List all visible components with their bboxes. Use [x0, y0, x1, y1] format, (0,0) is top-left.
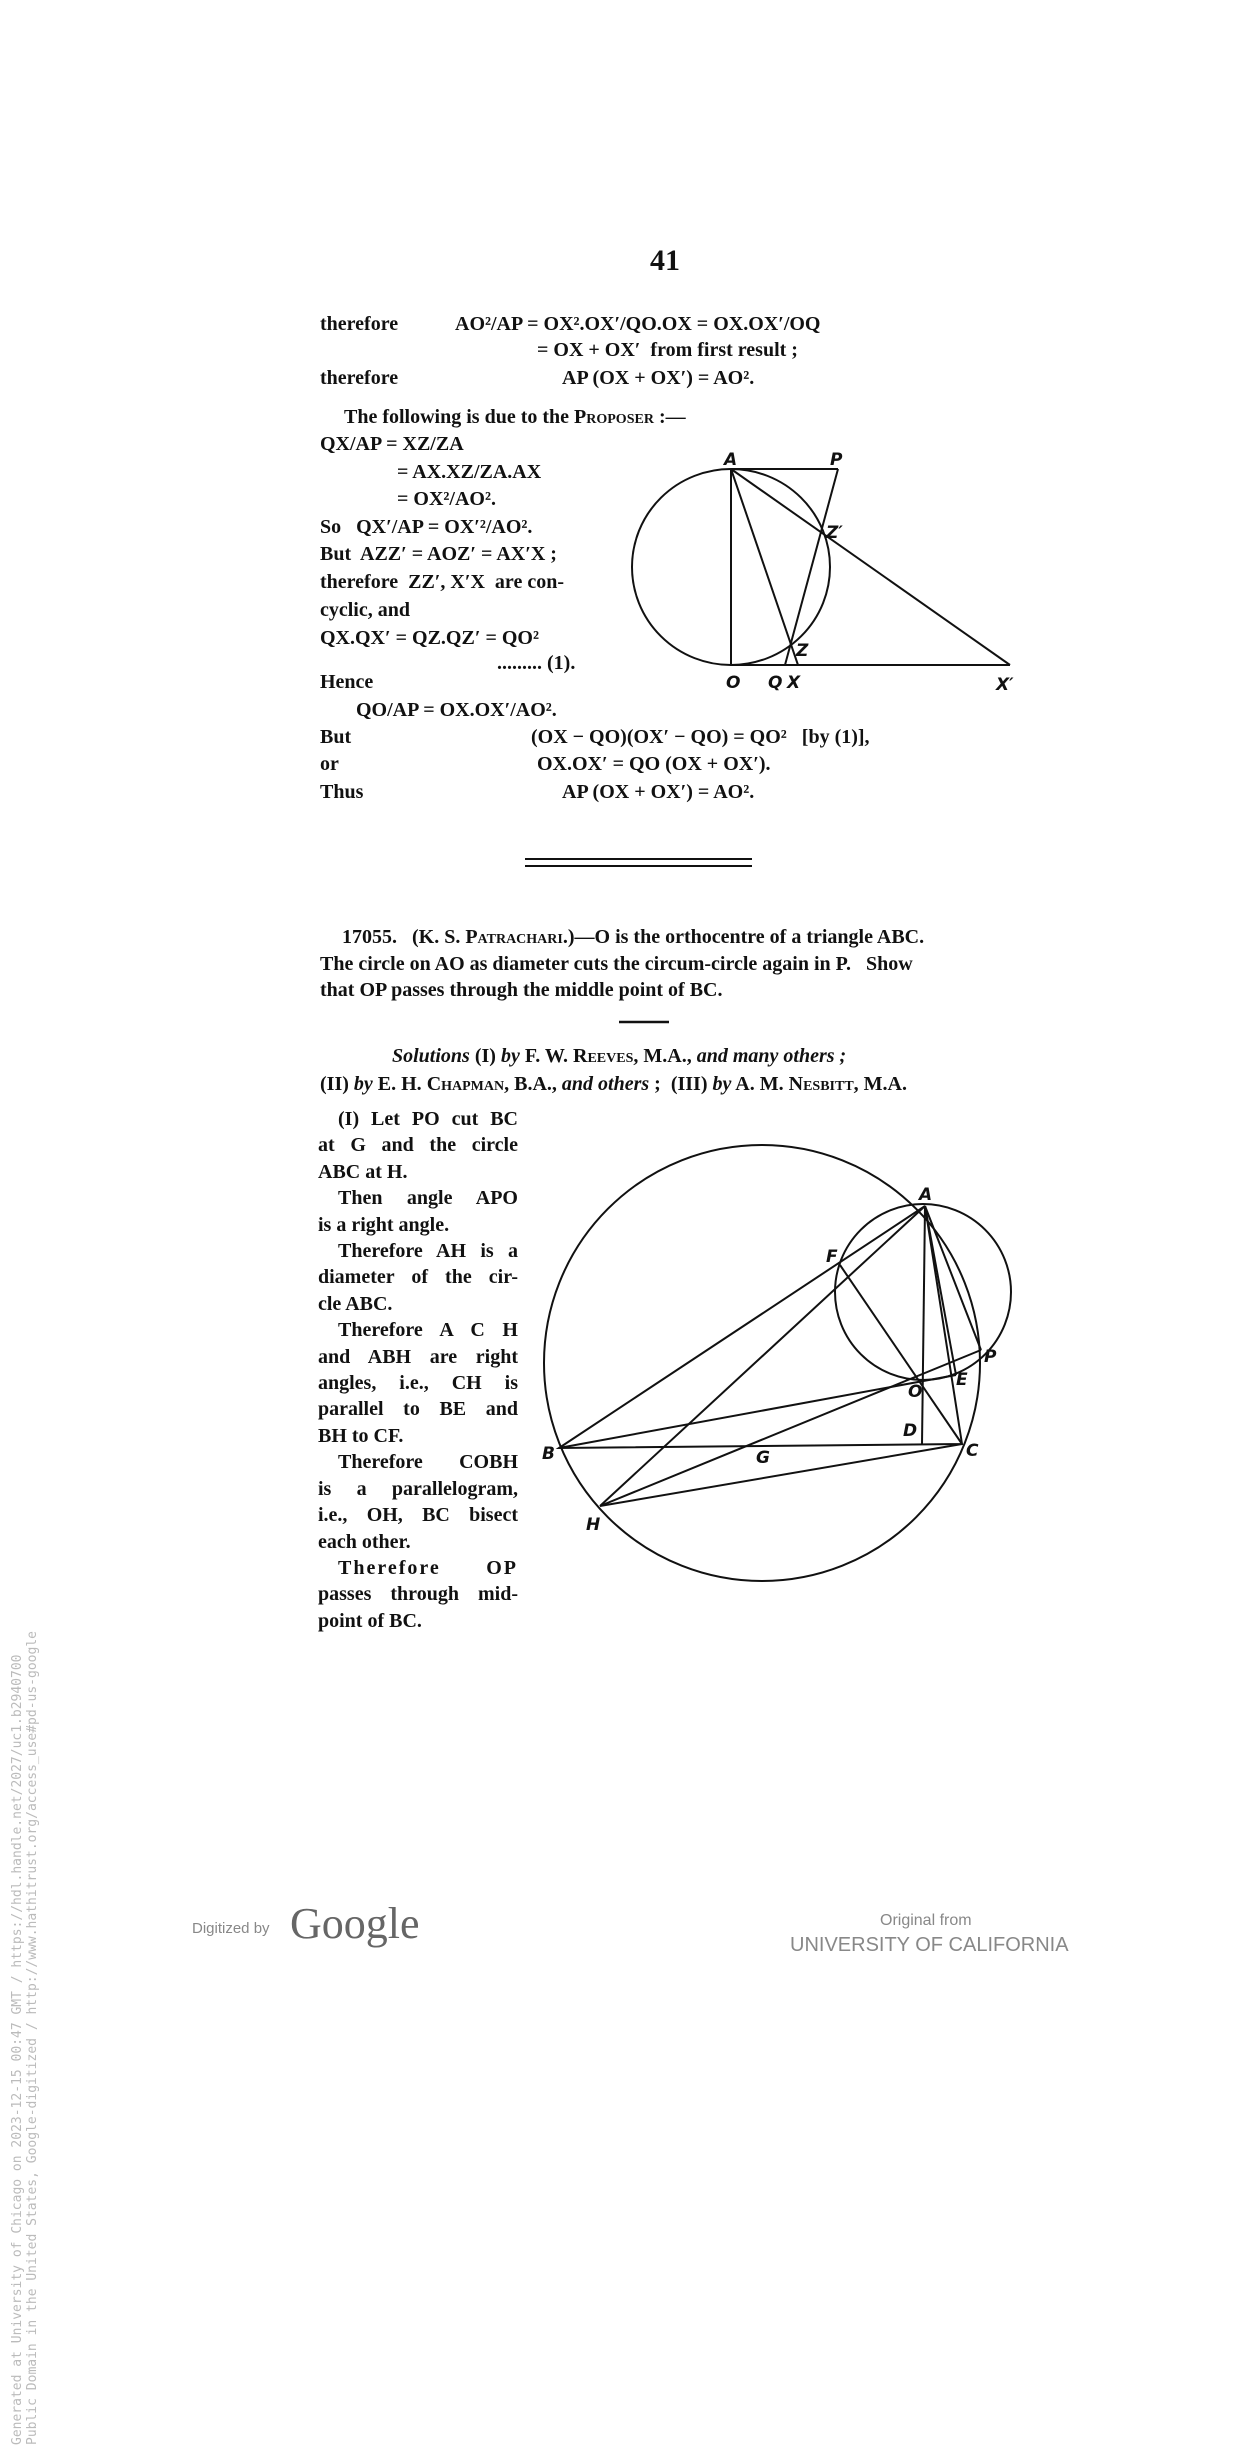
equation: AO²/AP = OX².OX′/QO.OX = OX.OX′/OQ: [455, 313, 821, 335]
text: A. M.: [731, 1073, 789, 1095]
proposer-name: Proposer: [574, 406, 654, 428]
line-AD: [922, 1206, 925, 1444]
line-FC: [840, 1265, 962, 1444]
equation: QO/AP = OX.OX′/AO².: [356, 699, 557, 721]
label-O: O: [726, 673, 741, 693]
text: by: [712, 1073, 732, 1095]
text-label: or: [320, 753, 339, 775]
watermark-line-2: Public Domain in the United States, Google-digitized / http://www.hathitrust.org/access_use#pd-us-google: [25, 1631, 40, 2445]
solutions-word: Solutions: [392, 1045, 470, 1067]
label-P: P: [984, 1347, 997, 1367]
equation: = OX + OX′ from first result ;: [537, 339, 798, 361]
text-label: therefore: [320, 367, 399, 389]
text-line: diameter of the cir-: [318, 1266, 518, 1289]
text-line: at G and the circle: [318, 1134, 518, 1157]
text-line: Then angle APO: [338, 1187, 518, 1210]
solutions-line-1: [392, 1044, 846, 1068]
equation: AP (OX + OX′) = AO².: [562, 367, 755, 389]
text-line: each other.: [318, 1530, 411, 1553]
text-line: passes through mid-: [318, 1583, 518, 1606]
text-line: Hence: [320, 671, 374, 693]
text-line: (I) Let PO cut BC: [338, 1108, 518, 1130]
label-B: B: [542, 1444, 555, 1464]
text-line: Therefore OP: [338, 1556, 518, 1579]
label-Z: Z: [796, 641, 809, 661]
text: , M.A.: [853, 1073, 907, 1095]
text: (I): [469, 1045, 501, 1067]
problem-line-2: The circle on AO as diameter cuts the circum-circle again in P. Show: [320, 953, 913, 975]
problem-line-3: that OP passes through the middle point of BC.: [320, 979, 723, 1001]
text-line: angles, i.e., CH is: [318, 1372, 518, 1395]
solver-name: Chapman: [426, 1073, 505, 1095]
label-O: O: [908, 1382, 923, 1402]
text: by: [500, 1045, 520, 1067]
equation: So QX′/AP = OX′²/AO².: [320, 516, 533, 538]
solver-name: Reeves: [573, 1045, 634, 1067]
watermark-line-1: Generated at University of Chicago on 2023-12-15 00:47 GMT / https://hdl.handle.net/2027/uc1.b2940700: [10, 1654, 25, 2445]
label-D: D: [903, 1421, 918, 1441]
solutions-line-2: [320, 1072, 907, 1096]
problem-line-1: [342, 925, 924, 949]
page-number: 41: [650, 244, 680, 277]
equation: (OX − QO)(OX′ − QO) = QO² [by (1)],: [531, 726, 870, 748]
text-line: point of BC.: [318, 1609, 422, 1632]
equation: QX/AP = XZ/ZA: [320, 433, 464, 455]
figure-1: [632, 469, 1010, 665]
text-label: Thus: [320, 781, 364, 803]
text-label: But: [320, 726, 352, 748]
label-H: H: [586, 1515, 601, 1535]
figure-2-labels: [542, 1185, 997, 1535]
text: F. W.: [519, 1045, 574, 1067]
solver-name: Nesbitt: [788, 1073, 854, 1095]
line-HC: [600, 1444, 962, 1506]
equation: = AX.XZ/ZA.AX: [397, 461, 542, 483]
label-F: F: [826, 1247, 838, 1267]
text-line: BH to CF.: [318, 1424, 404, 1447]
problem-number: 17055.: [342, 926, 397, 948]
original-from: Original from: [880, 1912, 972, 1929]
line-AX1: [731, 469, 1010, 665]
text-line: ABC at H.: [318, 1160, 408, 1183]
equation: = OX²/AO².: [397, 488, 496, 510]
problem-author: (K. S. Patrachari.): [412, 926, 575, 948]
text: and many others ;: [696, 1045, 847, 1067]
text-line: therefore ZZ′, X′X are con-: [320, 571, 564, 593]
text-line: parallel to BE and: [318, 1398, 518, 1421]
problem-text: —O is the orthocentre of a triangle ABC.: [574, 926, 925, 948]
line-AE: [925, 1206, 956, 1375]
circumcircle: [544, 1145, 980, 1581]
text: (II): [320, 1073, 354, 1095]
text-line: Therefore AH is a: [338, 1240, 518, 1263]
text-line: is a right angle.: [318, 1213, 450, 1236]
intro-text: The following is due to the: [344, 406, 575, 428]
double-rule: [525, 859, 752, 866]
label-E: E: [956, 1370, 968, 1390]
label-Q: Q: [768, 673, 783, 693]
text-line: and ABH are right: [318, 1345, 518, 1368]
label-C: C: [966, 1441, 979, 1461]
equation: AP (OX + OX′) = AO².: [562, 781, 755, 803]
text: , B.A.,: [504, 1073, 562, 1095]
label-Z1: Z′: [826, 523, 843, 543]
equation: But AZZ′ = AOZ′ = AX′X ;: [320, 543, 557, 565]
line-AP: [925, 1206, 981, 1350]
label-G: G: [756, 1448, 770, 1468]
label-P: P: [830, 450, 843, 470]
equation: QX.QX′ = QZ.QZ′ = QO²: [320, 627, 539, 649]
line-BE: [559, 1375, 956, 1448]
line-AX: [731, 469, 798, 665]
text-line: cle ABC.: [318, 1292, 393, 1315]
figure-2: [544, 1145, 1011, 1581]
text: ; (III): [649, 1073, 713, 1095]
label-X: X: [787, 673, 801, 693]
text-line: cyclic, and: [320, 599, 410, 621]
label-A: A: [724, 450, 738, 470]
equation: OX.OX′ = QO (OX + OX′).: [537, 753, 771, 775]
watermark: [10, 485, 40, 2445]
text-line: Therefore A C H: [338, 1319, 518, 1342]
text: , M.A.,: [633, 1045, 697, 1067]
text-line: Therefore COBH: [338, 1451, 518, 1474]
text-line: is a parallelogram,: [318, 1477, 518, 1500]
solution-text: [318, 1106, 518, 1634]
digitized-by: Digitized by: [192, 1920, 270, 1937]
text: by: [353, 1073, 373, 1095]
equation-number: ......... (1).: [497, 652, 576, 674]
label-A: A: [919, 1185, 933, 1205]
text-label: therefore: [320, 313, 399, 335]
intro-dash: :—: [653, 406, 686, 428]
university-name: UNIVERSITY OF CALIFORNIA: [790, 1934, 1069, 1956]
label-X1: X′: [996, 675, 1014, 695]
text-line: i.e., OH, BC bisect: [318, 1504, 518, 1527]
google-logo: Google: [290, 1899, 420, 1948]
text: E. H.: [372, 1073, 427, 1095]
text: and others: [561, 1073, 650, 1095]
